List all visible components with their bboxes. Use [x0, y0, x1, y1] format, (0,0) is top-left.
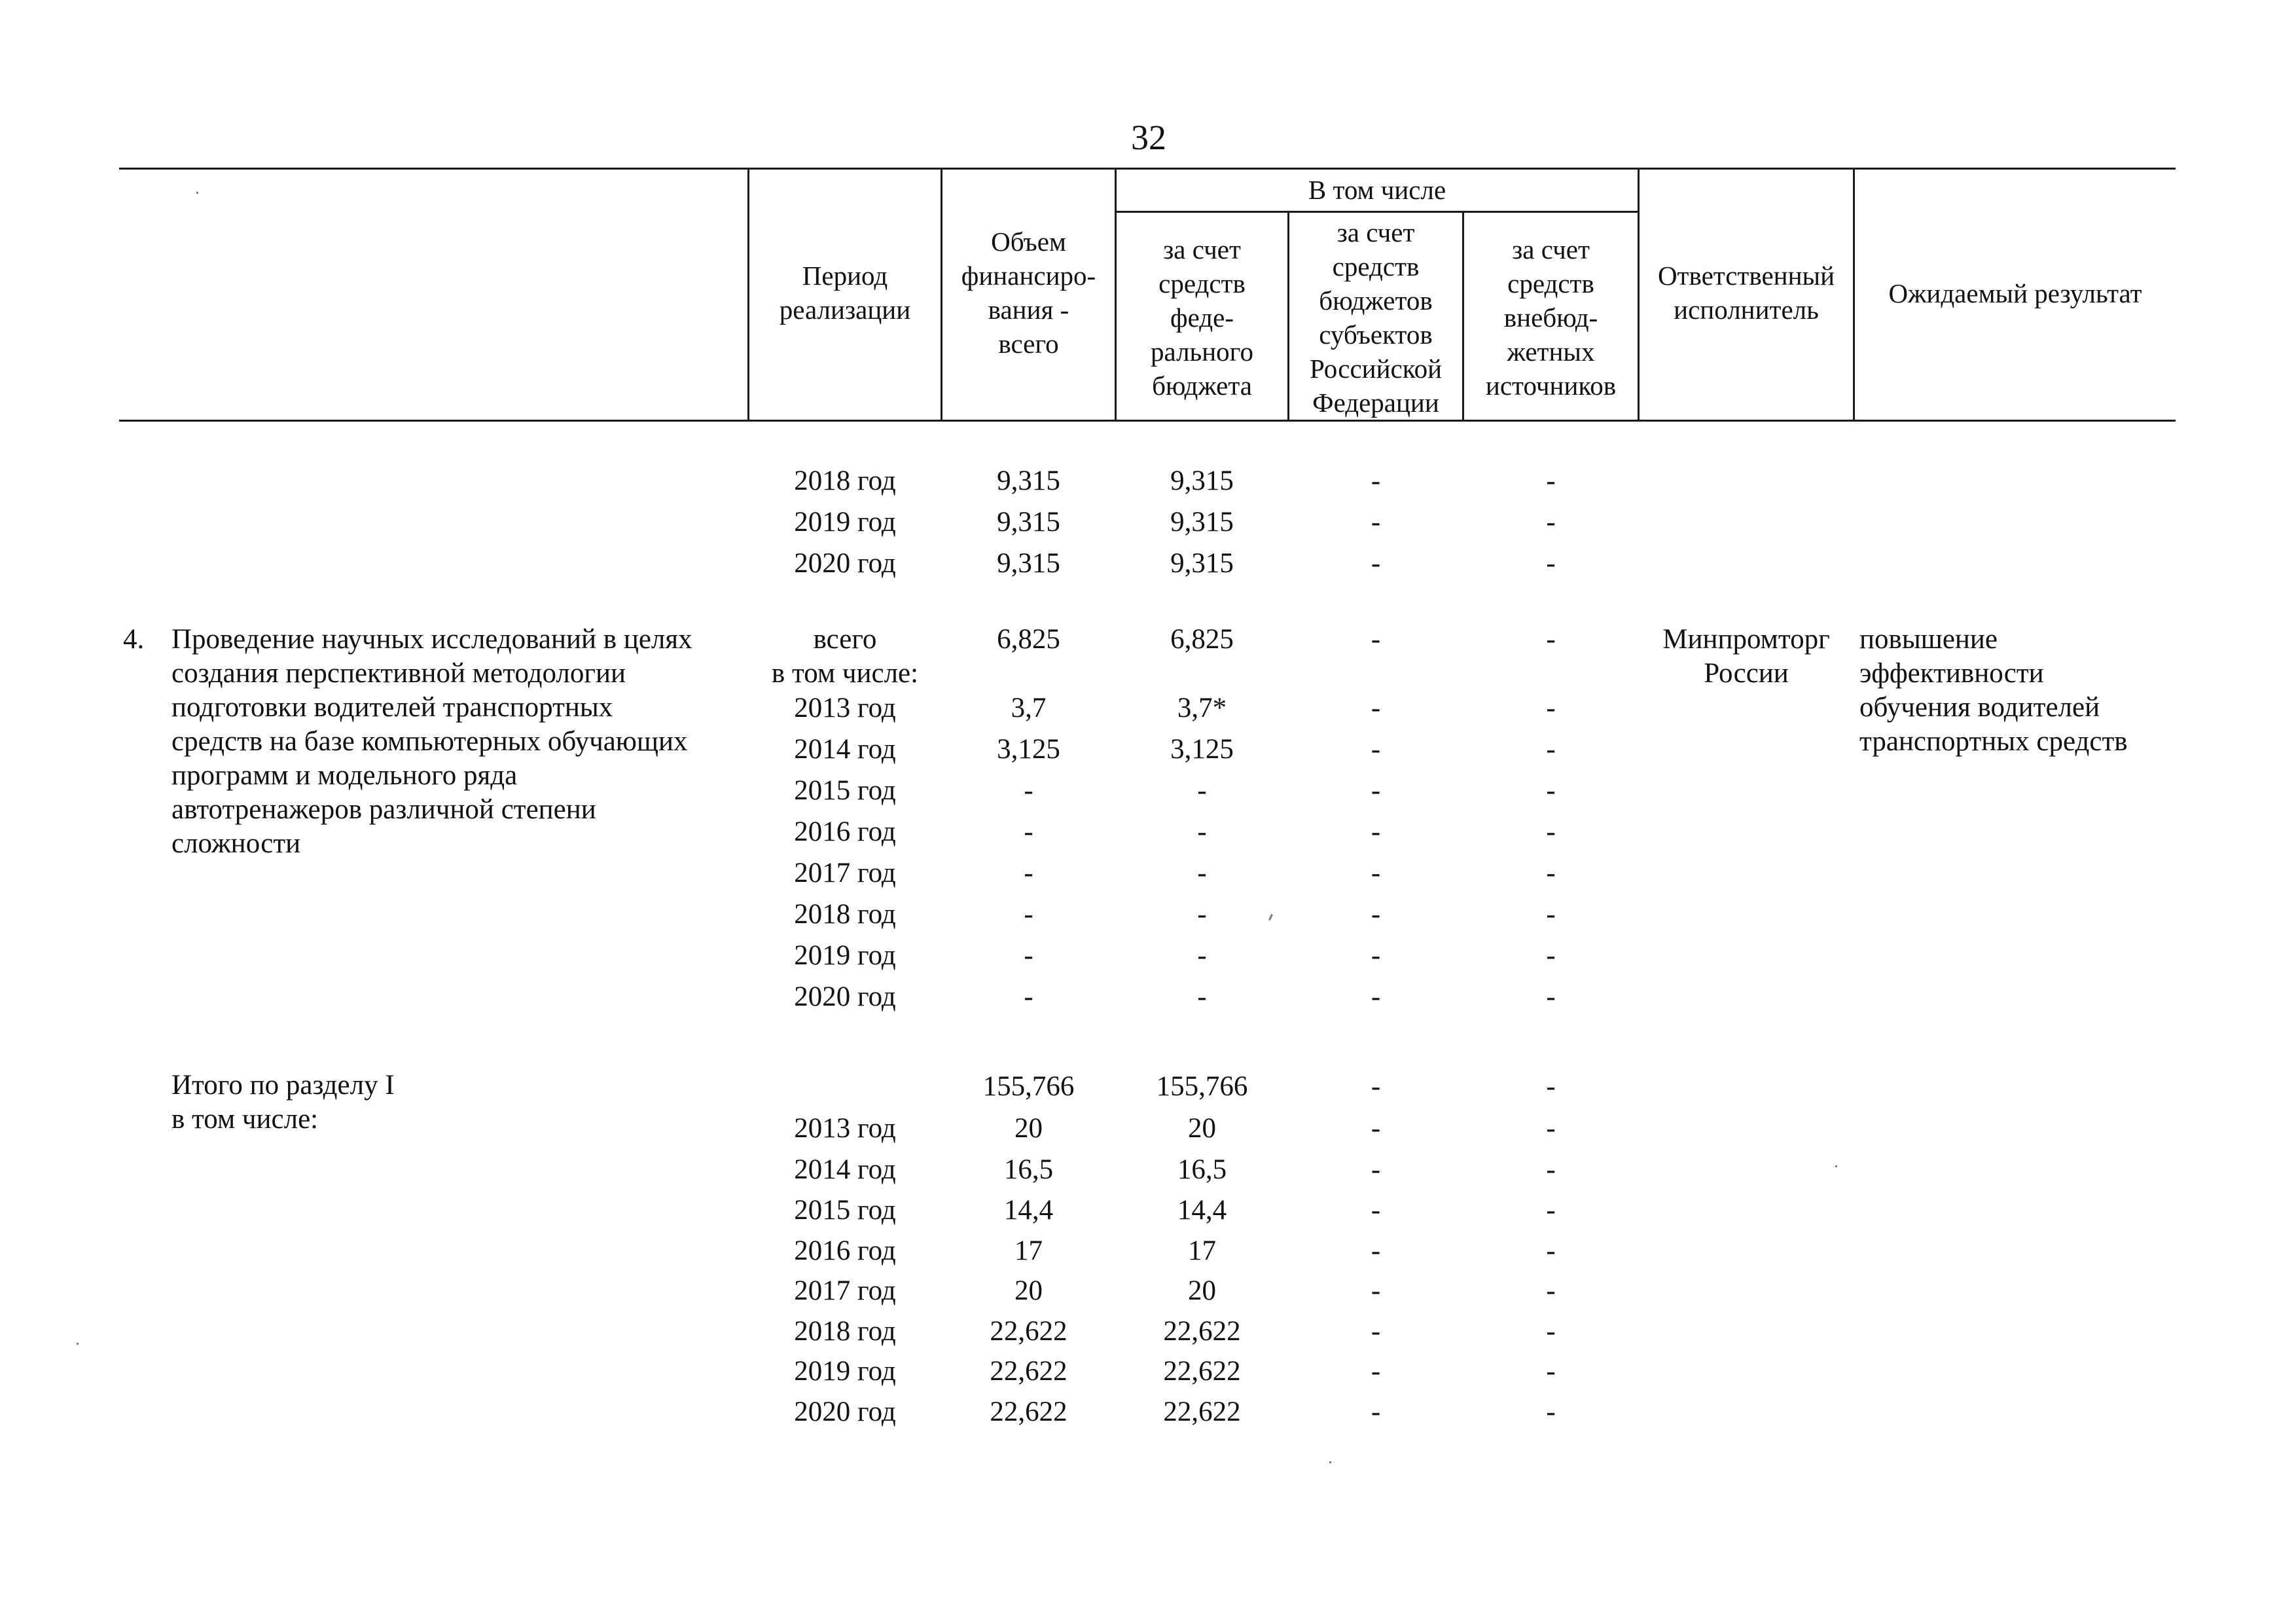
regional-cell: -: [1371, 734, 1381, 765]
header-total: Объем финансиро- вания - всего: [961, 227, 1096, 359]
federal-cell: -: [1197, 816, 1207, 847]
federal-cell: 22,622: [1163, 1316, 1241, 1347]
federal-cell: 22,622: [1163, 1356, 1241, 1387]
total-cell: 9,315: [997, 465, 1060, 496]
scan-speck: [1329, 1461, 1331, 1463]
federal-cell: 3,125: [1170, 734, 1234, 765]
regional-cell: -: [1371, 899, 1381, 930]
header-executor: Ответственный исполнитель: [1657, 261, 1835, 325]
total-cell: -: [1024, 981, 1033, 1012]
period-cell: 2020 год: [794, 981, 896, 1012]
federal-cell: -: [1197, 940, 1207, 971]
extra-cell: -: [1546, 858, 1556, 888]
period-cell: 2019 год: [794, 1356, 896, 1387]
extra-cell: -: [1546, 940, 1556, 971]
total-cell: 22,622: [990, 1356, 1067, 1387]
period-cell: 2017 год: [794, 858, 896, 888]
total-cell: 155,766: [982, 1071, 1075, 1102]
federal-cell: 9,315: [1170, 548, 1234, 579]
extra-cell: -: [1546, 1113, 1556, 1144]
header-extra-budget: за счет средств внебюд- жетных источников: [1485, 234, 1617, 401]
regional-cell: -: [1371, 858, 1381, 888]
regional-cell: -: [1371, 507, 1381, 538]
header-bottom-rule: [119, 420, 2176, 422]
period-cell: 2018 год: [794, 465, 896, 496]
total-cell: 22,622: [990, 1316, 1067, 1347]
federal-cell: 20: [1188, 1275, 1216, 1306]
scan-speck: [77, 1343, 79, 1345]
header-regional: за счет средств бюджетов субъектов Российской Федерации: [1309, 217, 1443, 418]
extra-cell: -: [1546, 1275, 1556, 1306]
federal-cell: 9,315: [1170, 465, 1234, 496]
federal-cell: -: [1197, 775, 1207, 806]
extra-cell: -: [1546, 899, 1556, 930]
extra-cell: -: [1546, 1316, 1556, 1347]
federal-cell: 14,4: [1177, 1195, 1227, 1226]
extra-cell: -: [1546, 507, 1556, 538]
federal-cell: 6,825: [1170, 624, 1234, 655]
extra-cell: -: [1546, 981, 1556, 1012]
item-executor: Минпромторг России: [1662, 624, 1830, 689]
regional-cell: -: [1371, 1113, 1381, 1144]
federal-cell: 155,766: [1156, 1071, 1248, 1102]
total-cell: 16,5: [1003, 1154, 1054, 1185]
federal-cell: 9,315: [1170, 507, 1234, 538]
federal-cell: 3,7*: [1177, 693, 1227, 723]
federal-cell: 16,5: [1177, 1154, 1227, 1185]
period-cell: 2013 год: [794, 693, 896, 723]
extra-cell: -: [1546, 734, 1556, 765]
total-cell: 6,825: [997, 624, 1060, 655]
table-top-rule: [119, 168, 2176, 170]
period-cell: 2018 год: [794, 899, 896, 930]
item-result: повышение эффективности обучения водителей транспортных средств: [1859, 624, 2128, 757]
regional-cell: -: [1371, 981, 1381, 1012]
total-cell: -: [1024, 940, 1033, 971]
including-divider: [1116, 211, 1639, 213]
period-cell: 2014 год: [794, 1154, 896, 1185]
total-cell: -: [1024, 858, 1033, 888]
federal-cell: 20: [1188, 1113, 1216, 1144]
period-cell: 2015 год: [794, 775, 896, 806]
extra-cell: -: [1546, 624, 1556, 655]
total-cell: -: [1024, 899, 1033, 930]
item-number: 4.: [123, 624, 145, 655]
total-cell: 17: [1014, 1235, 1043, 1266]
regional-cell: -: [1371, 1275, 1381, 1306]
regional-cell: -: [1371, 465, 1381, 496]
regional-cell: -: [1371, 1356, 1381, 1387]
regional-cell: -: [1371, 693, 1381, 723]
period-cell: 2014 год: [794, 734, 896, 765]
total-cell: 14,4: [1003, 1195, 1054, 1226]
regional-cell: -: [1371, 775, 1381, 806]
extra-cell: -: [1546, 1396, 1556, 1427]
period-cell: 2020 год: [794, 1396, 896, 1427]
period-cell: 2013 год: [794, 1113, 896, 1144]
extra-cell: -: [1546, 1356, 1556, 1387]
header-result: Ожидаемый результат: [1888, 278, 2142, 308]
federal-cell: 17: [1188, 1235, 1216, 1266]
federal-cell: -: [1197, 899, 1207, 930]
regional-cell: -: [1371, 1154, 1381, 1185]
header-including: В том числе: [1308, 175, 1446, 205]
extra-cell: -: [1546, 1071, 1556, 1102]
extra-cell: -: [1546, 693, 1556, 723]
total-cell: 22,622: [990, 1396, 1067, 1427]
page-number: 32: [1131, 118, 1166, 157]
period-cell: 2018 год: [794, 1316, 896, 1347]
total-cell: -: [1024, 816, 1033, 847]
extra-cell: -: [1546, 548, 1556, 579]
header-federal: за счет средств феде- рального бюджета: [1151, 234, 1253, 401]
total-cell: 3,125: [997, 734, 1060, 765]
scan-speck: [1835, 1165, 1837, 1167]
extra-cell: -: [1546, 1195, 1556, 1226]
extra-cell: -: [1546, 816, 1556, 847]
period-cell: 2016 год: [794, 1235, 896, 1266]
total-cell: 20: [1014, 1113, 1043, 1144]
federal-cell: -: [1197, 858, 1207, 888]
regional-cell: -: [1371, 816, 1381, 847]
period-cell: 2015 год: [794, 1195, 896, 1226]
period-cell: 2017 год: [794, 1275, 896, 1306]
regional-cell: -: [1371, 548, 1381, 579]
regional-cell: -: [1371, 1195, 1381, 1226]
scan-speck: [196, 192, 198, 194]
federal-cell: 22,622: [1163, 1396, 1241, 1427]
total-cell: 3,7: [1011, 693, 1047, 723]
federal-cell: -: [1197, 981, 1207, 1012]
total-cell: 9,315: [997, 548, 1060, 579]
period-cell: 2020 год: [794, 548, 896, 579]
extra-cell: -: [1546, 465, 1556, 496]
extra-cell: -: [1546, 1235, 1556, 1266]
period-cell: 2019 год: [794, 507, 896, 538]
subtotal-label: в том числе:: [771, 658, 919, 689]
total-cell: 20: [1014, 1275, 1043, 1306]
section-total-label: Итого по разделу I в том числе:: [171, 1070, 395, 1135]
extra-cell: -: [1546, 1154, 1556, 1185]
item-name: Проведение научных исследований в целях создания перспективной методологии подготовки водителей транспортных средств на базе компьютерных обучающих программ и модельного ряда автотренажеров различной степени сложности: [171, 624, 692, 859]
total-cell: -: [1024, 775, 1033, 806]
regional-cell: -: [1371, 1316, 1381, 1347]
total-cell: 9,315: [997, 507, 1060, 538]
regional-cell: -: [1371, 940, 1381, 971]
period-cell: всего: [813, 624, 877, 655]
period-cell: 2016 год: [794, 816, 896, 847]
regional-cell: -: [1371, 1071, 1381, 1102]
regional-cell: -: [1371, 624, 1381, 655]
header-period: Период реализации: [779, 261, 911, 325]
period-cell: 2019 год: [794, 940, 896, 971]
regional-cell: -: [1371, 1396, 1381, 1427]
regional-cell: -: [1371, 1235, 1381, 1266]
extra-cell: -: [1546, 775, 1556, 806]
